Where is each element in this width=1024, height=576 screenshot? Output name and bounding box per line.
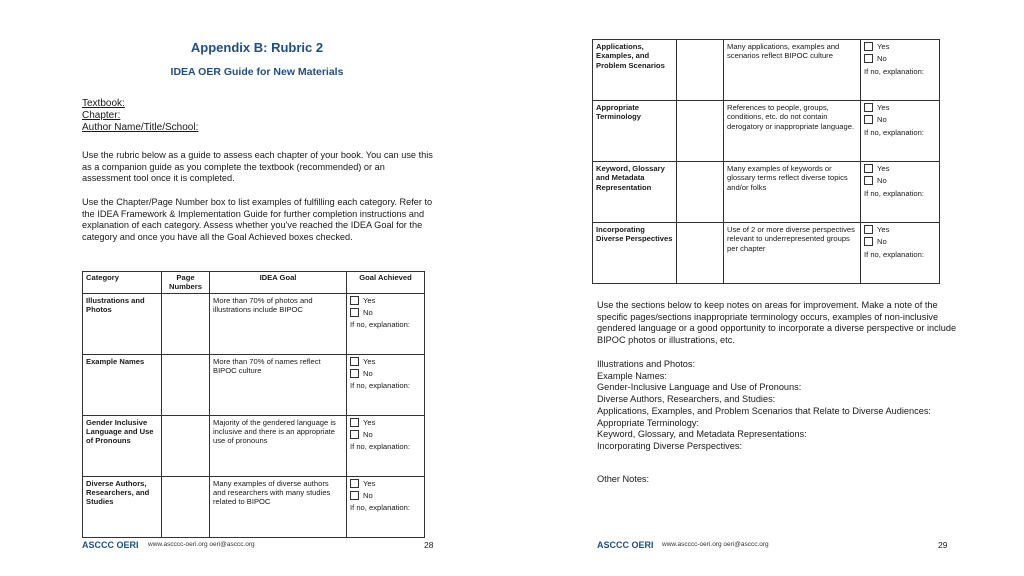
- header-idea-goal: IDEA Goal: [210, 272, 347, 294]
- yes-label: Yes: [877, 164, 890, 173]
- yes-label: Yes: [877, 103, 890, 112]
- goal-achieved-cell: [861, 101, 940, 162]
- list-item: Applications, Examples, and Problem Scenarios that Relate to Diverse Audiences:: [597, 405, 931, 416]
- goal-achieved-cell: [861, 162, 940, 223]
- category-cell: Appropriate Terminology: [593, 101, 677, 162]
- page-title: Appendix B: Rubric 2: [190, 40, 324, 55]
- page-numbers-cell[interactable]: [677, 40, 724, 101]
- yes-label: Yes: [363, 478, 376, 488]
- notes-instructions: Use the sections below to keep notes on areas for improvement. Make a note of the specific pages/sections inappropriate terminology occurs, examples of non-inclusive gendered language or a good opportunity to incorporate a diverse perspective or include BIPOC photos or illustrations, etc.: [597, 300, 957, 346]
- yes-label: Yes: [877, 225, 890, 234]
- yes-checkbox[interactable]: [864, 225, 873, 234]
- no-checkbox[interactable]: [350, 430, 359, 439]
- table-row: [593, 40, 940, 101]
- explanation-label: If no, explanation:: [864, 66, 924, 76]
- goal-achieved-cell: [347, 354, 425, 415]
- list-item: Appropriate Terminology:: [597, 417, 699, 428]
- table-row: [83, 293, 425, 354]
- no-label: No: [363, 368, 373, 378]
- instructions-paragraph: Use the rubric below as a guide to assess each chapter of your book. You can use this as a companion guide as you complete the textbook (recommended) or an assessment tool once it is completed.: [82, 150, 433, 184]
- page-numbers-cell[interactable]: [677, 101, 724, 162]
- page-numbers-cell[interactable]: [162, 354, 210, 415]
- no-checkbox[interactable]: [864, 54, 873, 63]
- yes-label: Yes: [363, 356, 376, 366]
- table-row: [593, 101, 940, 162]
- footer-contact: www.ascccc-oeri.org oeri@asccc.org: [662, 541, 769, 548]
- list-item: Illustrations and Photos:: [597, 359, 696, 369]
- yes-checkbox[interactable]: [350, 479, 359, 488]
- page-numbers-cell[interactable]: [677, 223, 724, 284]
- rubric-table: [82, 271, 425, 538]
- yes-checkbox[interactable]: [350, 418, 359, 427]
- no-label: No: [877, 54, 887, 64]
- explanation-label: If no, explanation:: [864, 127, 924, 137]
- page-number: 29: [938, 540, 948, 550]
- no-checkbox[interactable]: [350, 491, 359, 500]
- explanation-label: If no, explanation:: [350, 442, 410, 452]
- category-cell: Incorporating Diverse Perspectives: [593, 223, 677, 284]
- no-label: No: [363, 307, 373, 317]
- goal-cell: Many examples of diverse authors and researchers with many studies related to BIPOC: [210, 476, 347, 537]
- yes-checkbox[interactable]: [350, 296, 359, 305]
- category-cell: Applications, Examples, and Problem Scenarios: [593, 40, 677, 101]
- explanation-label: If no, explanation:: [350, 320, 410, 330]
- header-goal-achieved: Goal Achieved: [347, 272, 425, 294]
- yes-label: Yes: [877, 42, 890, 51]
- goal-achieved-cell: [347, 476, 425, 537]
- other-notes-label: Other Notes:: [597, 474, 650, 484]
- rubric-table: [592, 39, 940, 284]
- table-row: [83, 415, 425, 476]
- no-checkbox[interactable]: [350, 369, 359, 378]
- goal-achieved-cell: [347, 293, 425, 354]
- list-item: Diverse Authors, Researchers, and Studies:: [597, 394, 776, 405]
- page-numbers-cell[interactable]: [677, 162, 724, 223]
- yes-label: Yes: [363, 417, 376, 427]
- no-label: No: [877, 237, 887, 247]
- notes-list: [597, 359, 957, 453]
- table-header-row: [83, 272, 425, 294]
- chapter-field-label: Chapter:: [82, 110, 121, 121]
- explanation-label: If no, explanation:: [864, 188, 924, 198]
- category-cell: Diverse Authors, Researchers, and Studies: [83, 476, 162, 537]
- footer-brand: ASCCC OERI: [82, 540, 139, 550]
- explanation-label: If no, explanation:: [350, 503, 410, 513]
- header-page-numbers: Page Numbers: [162, 272, 210, 294]
- header-category: Category: [83, 272, 162, 294]
- yes-label: Yes: [363, 295, 376, 305]
- explanation-label: If no, explanation:: [864, 249, 924, 259]
- no-label: No: [363, 490, 373, 500]
- list-item: Keyword, Glossary, and Metadata Representations:: [597, 429, 807, 440]
- category-cell: Gender Inclusive Language and Use of Pronouns: [83, 415, 162, 476]
- page-numbers-cell[interactable]: [162, 415, 210, 476]
- footer-contact: www.ascccc-oeri.org oeri@asccc.org: [148, 541, 255, 548]
- list-item: Incorporating Diverse Perspectives:: [597, 440, 743, 451]
- goal-achieved-cell: [347, 415, 425, 476]
- no-label: No: [877, 115, 887, 125]
- category-cell: Illustrations and Photos: [83, 293, 162, 354]
- textbook-field-label: Textbook:: [82, 98, 125, 109]
- yes-checkbox[interactable]: [864, 164, 873, 173]
- author-field-label: Author Name/Title/School:: [82, 122, 199, 133]
- goal-cell: Majority of the gendered language is inclusive and there is an appropriate use of pronouns: [210, 415, 347, 476]
- goal-cell: References to people, groups, conditions, etc. do not contain derogatory or inappropriate language.: [724, 101, 861, 162]
- list-item: Gender-Inclusive Language and Use of Pronouns:: [597, 382, 802, 393]
- table-row: [593, 223, 940, 284]
- list-item: Example Names:: [597, 370, 667, 381]
- instructions-paragraph: Use the Chapter/Page Number box to list examples of fulfilling each category. Refer to the IDEA Framework & Implementation Guide for further completion instructions and explanation of each category. Assess whether you've reached the IDEA Goal for the category and once you have all the Goal Achieved boxes checked.: [82, 197, 433, 242]
- goal-cell: More than 70% of names reflect BIPOC culture: [210, 354, 347, 415]
- yes-checkbox[interactable]: [350, 357, 359, 366]
- goal-achieved-cell: [861, 223, 940, 284]
- goal-cell: Many applications, examples and scenarios reflect BIPOC culture: [724, 40, 861, 101]
- table-row: [83, 354, 425, 415]
- table-row: [83, 476, 425, 537]
- goal-cell: Use of 2 or more diverse perspectives relevant to underrepresented groups per chapter: [724, 223, 861, 284]
- yes-checkbox[interactable]: [864, 103, 873, 112]
- no-label: No: [363, 429, 373, 439]
- no-checkbox[interactable]: [864, 176, 873, 185]
- goal-cell: Many examples of keywords or glossary terms reflect diverse topics and/or folks: [724, 162, 861, 223]
- page-numbers-cell[interactable]: [162, 476, 210, 537]
- no-checkbox[interactable]: [864, 237, 873, 246]
- category-cell: Keyword, Glossary and Metadata Representation: [593, 162, 677, 223]
- page-number: 28: [424, 540, 434, 550]
- goal-cell: More than 70% of photos and illustrations include BIPOC: [210, 293, 347, 354]
- no-label: No: [877, 176, 887, 186]
- goal-achieved-cell: [861, 40, 940, 101]
- explanation-label: If no, explanation:: [350, 381, 410, 391]
- page-numbers-cell[interactable]: [162, 293, 210, 354]
- no-checkbox[interactable]: [864, 115, 873, 124]
- category-cell: Example Names: [83, 354, 162, 415]
- no-checkbox[interactable]: [350, 308, 359, 317]
- footer-brand: ASCCC OERI: [597, 540, 654, 550]
- page-subtitle: IDEA OER Guide for New Materials: [170, 66, 344, 78]
- table-row: [593, 162, 940, 223]
- yes-checkbox[interactable]: [864, 42, 873, 51]
